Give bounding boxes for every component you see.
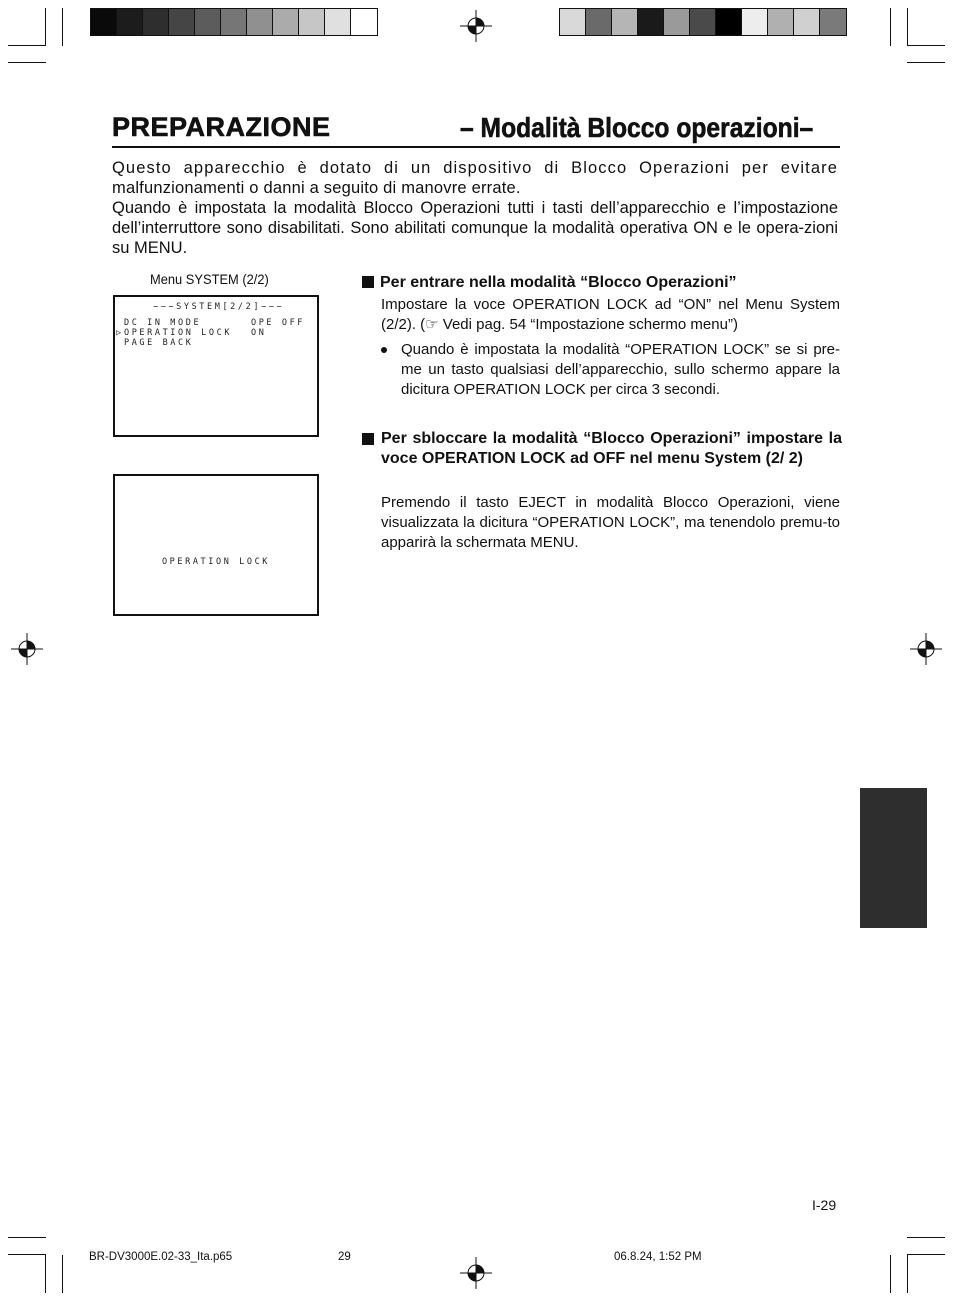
color-swatch [351, 9, 377, 35]
osd-row-value: ON [251, 328, 267, 338]
color-swatch [664, 9, 690, 35]
color-swatch [273, 9, 299, 35]
section-heading-text: Per entrare nella modalità “Blocco Operazioni” [380, 274, 737, 291]
intro-paragraph [112, 158, 838, 258]
menu-caption: Menu SYSTEM (2/2) [150, 271, 269, 287]
osd-row-label: PAGE BACK [124, 338, 194, 348]
intro-line-2: malfunzionamenti o danni a seguito di manovre errate. [112, 179, 521, 197]
section-heading [362, 429, 842, 469]
color-swatch [716, 9, 742, 35]
menu-system-screen [113, 295, 319, 437]
square-bullet-icon [362, 276, 374, 288]
title-divider [112, 146, 840, 148]
color-swatch [247, 9, 273, 35]
section-body: Premendo il tasto EJECT in modalità Blocco Operazioni, viene visualizzata la dicitura “OPERATION LOCK”, ma tenendolo premu-to apparirà la schermata MENU. [381, 494, 840, 551]
osd-row-value: OPE OFF [251, 318, 306, 328]
registration-target-icon [460, 10, 492, 42]
bullet-text: Quando è impostata la modalità “OPERATION LOCK” se si pre-me un tasto qualsiasi dell’apparecchio, sullo schermo appare la dicitura OPERATION LOCK per circa 3 secondi. [401, 341, 840, 398]
registration-target-icon [910, 633, 942, 665]
cursor-icon: ▷ [116, 328, 122, 338]
color-swatch [221, 9, 247, 35]
color-swatch [91, 9, 117, 35]
color-swatch [820, 9, 846, 35]
color-bar-left [90, 8, 378, 36]
color-swatch [768, 9, 794, 35]
color-swatch [195, 9, 221, 35]
osd-row-label: OPERATION LOCK [124, 328, 233, 338]
section-body: Impostare la voce OPERATION LOCK ad “ON” nel Menu System (2/2). (☞ Vedi pag. 54 “Impostazione schermo menu”) [381, 296, 840, 333]
page-title: – Modalità Blocco operazioni– [460, 112, 814, 143]
color-bar-right [559, 8, 847, 36]
color-swatch [794, 9, 820, 35]
color-swatch [560, 9, 586, 35]
footer-page: 29 [338, 1251, 351, 1263]
color-swatch [742, 9, 768, 35]
square-bullet-icon [362, 433, 374, 445]
registration-target-icon [460, 1257, 492, 1289]
section-heading [362, 273, 840, 293]
color-swatch [299, 9, 325, 35]
bullet-icon [381, 347, 387, 353]
section-title: PREPARAZIONE [112, 112, 331, 142]
color-swatch [117, 9, 143, 35]
intro-line-1: Questo apparecchio è dotato di un dispositivo di Blocco Operazioni per evitare [112, 159, 838, 177]
osd-header: −−−SYSTEM[2/2]−−− [153, 302, 285, 312]
registration-target-icon [11, 633, 43, 665]
footer-date: 06.8.24, 1:52 PM [614, 1251, 702, 1263]
intro-para-2: Quando è impostata la modalità Blocco Operazioni tutti i tasti dell’apparecchio e l’impostazione dell’interruttore sono disabilitati. Sono abilitati comunque la modalità operativa ON e le opera-zioni su MENU. [112, 199, 838, 257]
footer-filename: BR-DV3000E.02-33_Ita.p65 [89, 1251, 233, 1263]
osd-lock-text: OPERATION LOCK [161, 557, 271, 567]
color-swatch [586, 9, 612, 35]
operation-lock-screen [113, 474, 319, 616]
osd-row-label: DC IN MODE [124, 318, 202, 328]
color-swatch [612, 9, 638, 35]
color-swatch [638, 9, 664, 35]
color-swatch [325, 9, 351, 35]
color-swatch [690, 9, 716, 35]
section-heading-text: Per sbloccare la modalità “Blocco Operazioni” impostare la voce OPERATION LOCK ad OFF nel menu System (2/ 2) [381, 430, 842, 467]
color-swatch [169, 9, 195, 35]
page-number: I-29 [812, 1197, 837, 1213]
side-tab [860, 788, 927, 928]
color-swatch [143, 9, 169, 35]
